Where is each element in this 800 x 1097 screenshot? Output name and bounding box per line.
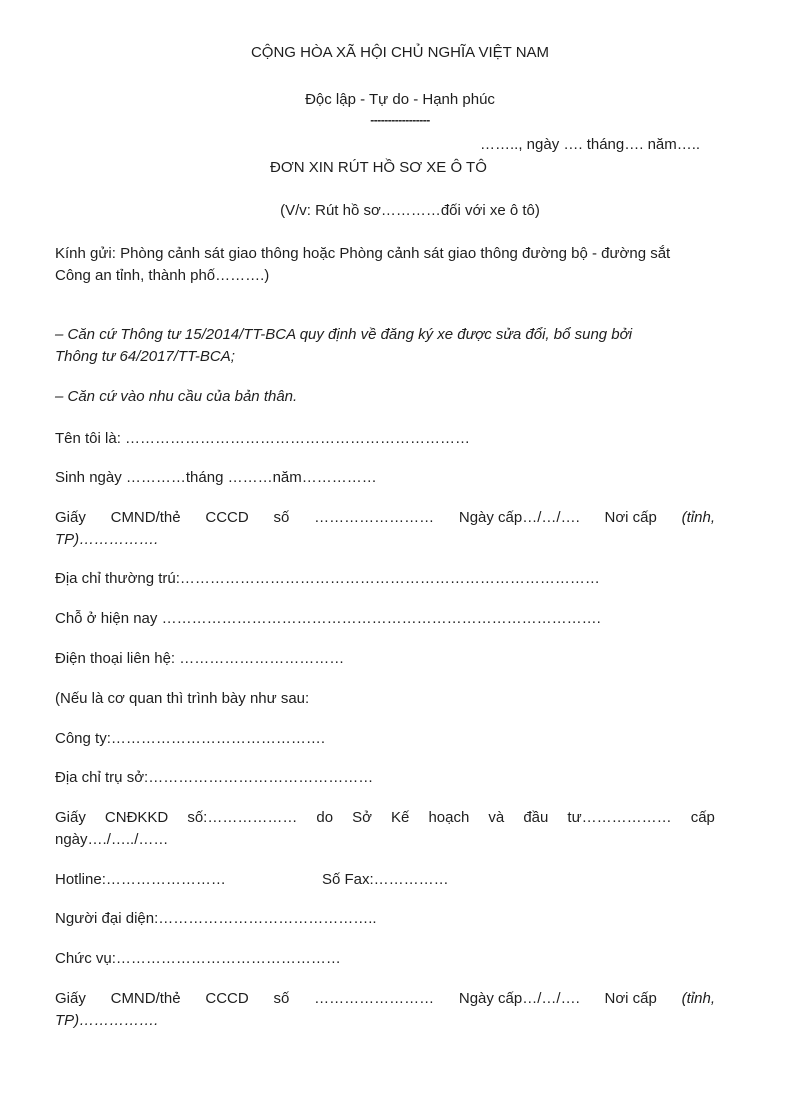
headquarters-field: Địa chỉ trụ sở:……………………………………… <box>55 769 374 786</box>
organization-intro: (Nếu là cơ quan thì trình bày như sau: <box>55 690 310 707</box>
national-title: CỘNG HÒA XÃ HỘI CHỦ NGHĨA VIỆT NAM <box>250 44 550 61</box>
biz-reg-word: Kế <box>391 809 410 826</box>
name-field: Tên tôi là: …………………………………………………………… <box>55 430 471 447</box>
biz-reg-word: Sở <box>352 809 372 826</box>
subject-line: (V/v: Rút hồ sơ…………đối với xe ô tô) <box>280 202 540 219</box>
id-cccd: CCCD <box>205 990 249 1007</box>
representative-id-field <box>55 990 715 1007</box>
id-number-dots: …………………… <box>314 509 435 526</box>
biz-reg-word: CNĐKKD <box>104 809 169 826</box>
biz-reg-word: hoạch <box>428 809 470 826</box>
id-issue-place: Nơi cấp <box>604 509 657 526</box>
id-issue-place: Nơi cấp <box>604 990 657 1007</box>
biz-reg-word: số:……………… <box>187 809 298 826</box>
id-label: Giấy <box>55 990 86 1007</box>
doc-title: ĐƠN XIN RÚT HỒ SƠ XE Ô TÔ <box>270 159 487 176</box>
representative-id-line-2: TP)……………. <box>55 1012 159 1029</box>
id-card-field <box>55 509 715 526</box>
place-date: …….., ngày …. tháng…. năm….. <box>480 136 701 153</box>
legal-basis-2: – Căn cứ vào nhu cầu của bản thân. <box>55 388 298 405</box>
recipient-line-2: Công an tỉnh, thành phố……….) <box>55 267 270 284</box>
id-issue-date: Ngày cấp…/…/…. <box>458 509 580 526</box>
fax-field: Số Fax:…………… <box>322 871 449 888</box>
motto: Độc lập - Tự do - Hạnh phúc <box>305 91 495 108</box>
legal-basis-1-line-1: – Căn cứ Thông tư 15/2014/TT-BCA quy định về đăng ký xe được sửa đổi, bổ sung bởi <box>55 326 633 343</box>
business-registration-field <box>55 809 715 826</box>
permanent-address-field: Địa chỉ thường trú:………………………………………………………………………… <box>55 570 600 587</box>
id-type: CMND/thẻ <box>110 509 181 526</box>
legal-basis-1-line-2: Thông tư 64/2017/TT-BCA; <box>55 348 235 365</box>
biz-reg-word: cấp <box>690 809 715 826</box>
hotline-field: Hotline:…………………… <box>55 871 226 888</box>
id-so: số <box>273 990 290 1007</box>
biz-reg-word: và <box>488 809 505 826</box>
id-card-line-2: TP)……………. <box>55 531 159 548</box>
id-issue-date: Ngày cấp…/…/…. <box>458 990 580 1007</box>
id-cccd: CCCD <box>205 509 249 526</box>
id-place-hint: (tỉnh, <box>681 509 715 526</box>
recipient-line-1: Kính gửi: Phòng cảnh sát giao thông hoặc Phòng cảnh sát giao thông đường bộ - đường sắt <box>55 245 671 262</box>
current-residence-field: Chỗ ở hiện nay ……………………………………………………………………………. <box>55 610 601 627</box>
id-place-hint: (tỉnh, <box>681 990 715 1007</box>
id-number-dots: …………………… <box>314 990 435 1007</box>
representative-field: Người đại diện:…………………………………….. <box>55 910 377 927</box>
phone-field: Điện thoại liên hệ: …………………………… <box>55 650 345 667</box>
biz-reg-word: Giấy <box>55 809 86 826</box>
biz-reg-word: do <box>316 809 334 826</box>
separator: ----------------- <box>370 113 430 127</box>
biz-reg-word: đầu <box>523 809 549 826</box>
position-field: Chức vụ:……………………………………… <box>55 950 341 967</box>
id-so: số <box>273 509 290 526</box>
company-field: Công ty:……………………………………. <box>55 730 326 747</box>
biz-reg-word: tư……………… <box>567 809 672 826</box>
business-registration-line-2: ngày…./…../…… <box>55 831 169 848</box>
id-label: Giấy <box>55 509 86 526</box>
dob-field: Sinh ngày …………tháng ………năm…………… <box>55 469 377 486</box>
id-type: CMND/thẻ <box>110 990 181 1007</box>
